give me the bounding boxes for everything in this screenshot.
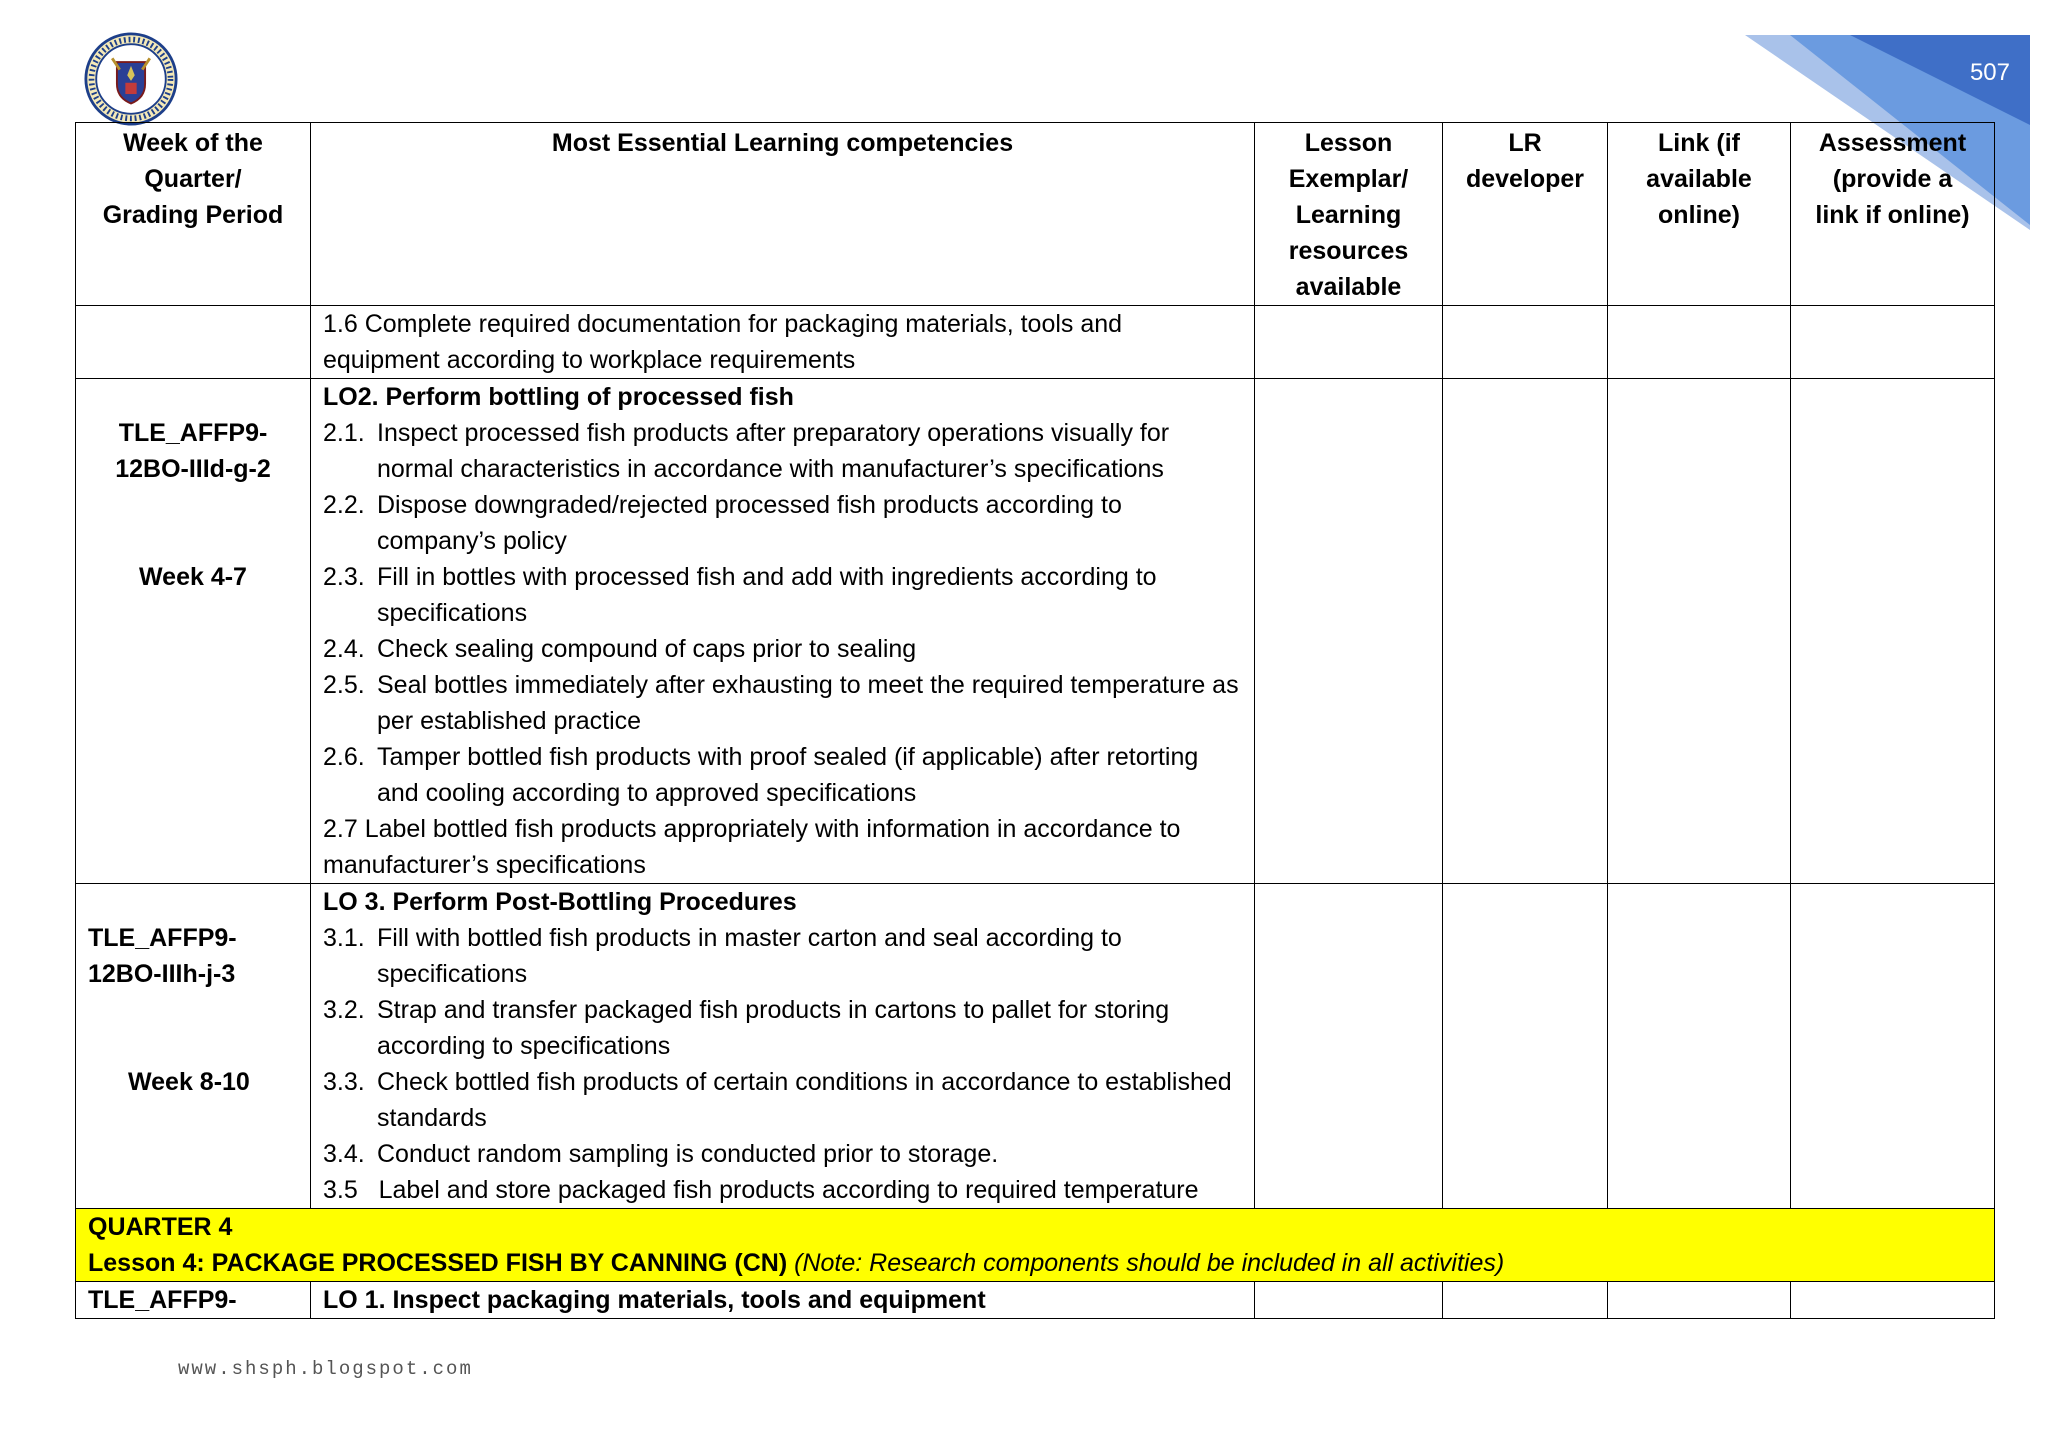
- header-lesson-exemplar: [1255, 123, 1443, 306]
- item-number: 2.2.: [323, 491, 365, 519]
- competency-list: [323, 415, 1242, 811]
- link-cell: [1608, 884, 1791, 1209]
- competency-cell: [311, 1282, 1255, 1319]
- lr-developer-cell: [1443, 884, 1608, 1209]
- item-number: 3.4.: [323, 1140, 365, 1168]
- item-number: 2.4.: [323, 635, 365, 663]
- item-text: Tamper bottled fish products with proof sealed (if applicable) after retorting and cooling according to approved specifications: [377, 743, 1199, 807]
- lr-developer-cell: [1443, 1282, 1608, 1319]
- item-number: 3.3.: [323, 1068, 365, 1096]
- lesson-exemplar-cell: [1255, 884, 1443, 1209]
- header-lr-developer-label: LR developer: [1465, 129, 1585, 193]
- list-item: [323, 487, 1242, 559]
- competency-list: [323, 920, 1242, 1172]
- item-text: Check bottled fish products of certain conditions in accordance to established standards: [377, 1068, 1232, 1132]
- competency-code: TLE_AFFP9-: [88, 1286, 237, 1314]
- list-item: [323, 920, 1242, 992]
- competency-cell: [311, 379, 1255, 884]
- header-assessment: [1791, 123, 1995, 306]
- competency-item: 2.7 Label bottled fish products appropriately with information in accordance to manufacturer’s specifications: [323, 815, 1181, 879]
- list-item: [323, 1136, 1242, 1172]
- quarter-row: [76, 1209, 1995, 1282]
- header-melc: [311, 123, 1255, 306]
- link-cell: [1608, 306, 1791, 379]
- lesson-exemplar-cell: [1255, 1282, 1443, 1319]
- item-text: Conduct random sampling is conducted prior to storage.: [377, 1140, 999, 1168]
- table-header-row: [76, 123, 1995, 306]
- header-lr-developer: [1443, 123, 1608, 306]
- lo-title: LO 1. Inspect packaging materials, tools and equipment: [323, 1286, 986, 1314]
- competency-code: TLE_AFFP9- 12BO-IIId-g-2: [115, 419, 271, 483]
- assessment-cell: [1791, 884, 1995, 1209]
- header-melc-label: Most Essential Learning competencies: [551, 129, 1014, 157]
- header-link: [1608, 123, 1791, 306]
- list-item: [323, 631, 1242, 667]
- list-item: [323, 559, 1242, 631]
- table-row: [76, 884, 1995, 1209]
- lesson-name: Lesson 4: PACKAGE PROCESSED FISH BY CANNING (CN): [88, 1249, 788, 1277]
- item-text: Inspect processed fish products after preparatory operations visually for normal characteristics in accordance with manufacturer’s specifications: [377, 419, 1170, 483]
- link-cell: [1608, 379, 1791, 884]
- competency-item: 3.5 Label and store packaged fish products according to required temperature: [323, 1176, 1199, 1204]
- link-cell: [1608, 1282, 1791, 1319]
- list-item: [323, 415, 1242, 487]
- item-text: Fill in bottles with processed fish and add with ingredients according to specifications: [377, 563, 1157, 627]
- quarter-cell: [76, 1209, 1995, 1282]
- item-number: 3.2.: [323, 996, 365, 1024]
- item-text: Dispose downgraded/rejected processed fish products according to company’s policy: [377, 491, 1122, 555]
- header-week-label: Week of the Quarter/ Grading Period: [102, 129, 284, 229]
- lesson-title: [88, 1249, 1504, 1277]
- lesson-exemplar-cell: [1255, 306, 1443, 379]
- item-text: Strap and transfer packaged fish products in cartons to pallet for storing according to specifications: [377, 996, 1170, 1060]
- item-text: Seal bottles immediately after exhausting to meet the required temperature as per established practice: [377, 671, 1239, 735]
- list-item: [323, 667, 1242, 739]
- competency-cell: [311, 884, 1255, 1209]
- week-cell: [76, 379, 311, 884]
- item-text: Check sealing compound of caps prior to sealing: [377, 635, 917, 663]
- lesson-exemplar-cell: [1255, 379, 1443, 884]
- item-number: 2.3.: [323, 563, 365, 591]
- week-cell: [76, 884, 311, 1209]
- table-row: [76, 1282, 1995, 1319]
- table-row: [76, 379, 1995, 884]
- competency-item: 1.6 Complete required documentation for packaging materials, tools and equipment according to workplace requirements: [323, 310, 1123, 374]
- item-number: 2.5.: [323, 671, 365, 699]
- assessment-cell: [1791, 379, 1995, 884]
- week-cell: [76, 1282, 311, 1319]
- assessment-cell: [1791, 1282, 1995, 1319]
- header-lesson-exemplar-label: Lesson Exemplar/ Learning resources available: [1288, 129, 1409, 301]
- week-cell: [76, 306, 311, 379]
- competency-cell: [311, 306, 1255, 379]
- assessment-cell: [1791, 306, 1995, 379]
- lo-title: LO 3. Perform Post-Bottling Procedures: [323, 888, 797, 916]
- melc-table: [75, 122, 1995, 1319]
- header-week: [76, 123, 311, 306]
- page-number: 507: [1969, 59, 2010, 86]
- quarter-title: QUARTER 4: [88, 1213, 233, 1241]
- lo-title: LO2. Perform bottling of processed fish: [323, 383, 794, 411]
- lr-developer-cell: [1443, 379, 1608, 884]
- item-number: 2.6.: [323, 743, 365, 771]
- item-number: 3.1.: [323, 924, 365, 952]
- item-text: Fill with bottled fish products in master carton and seal according to specifications: [377, 924, 1122, 988]
- lesson-note: (Note: Research components should be included in all activities): [794, 1249, 1505, 1277]
- list-item: [323, 739, 1242, 811]
- header-assessment-label: Assessment (provide a link if online): [1815, 129, 1970, 229]
- week-label: Week 4-7: [139, 563, 247, 591]
- footer-url: www.shsph.blogspot.com: [178, 1358, 473, 1380]
- lr-developer-cell: [1443, 306, 1608, 379]
- header-link-label: Link (if available online): [1646, 129, 1752, 229]
- table-row: [76, 306, 1995, 379]
- week-label: Week 8-10: [128, 1068, 250, 1096]
- list-item: [323, 992, 1242, 1064]
- item-number: 2.1.: [323, 419, 365, 447]
- competency-code: TLE_AFFP9- 12BO-IIIh-j-3: [88, 924, 237, 988]
- list-item: [323, 1064, 1242, 1136]
- deped-seal-icon: [84, 32, 178, 126]
